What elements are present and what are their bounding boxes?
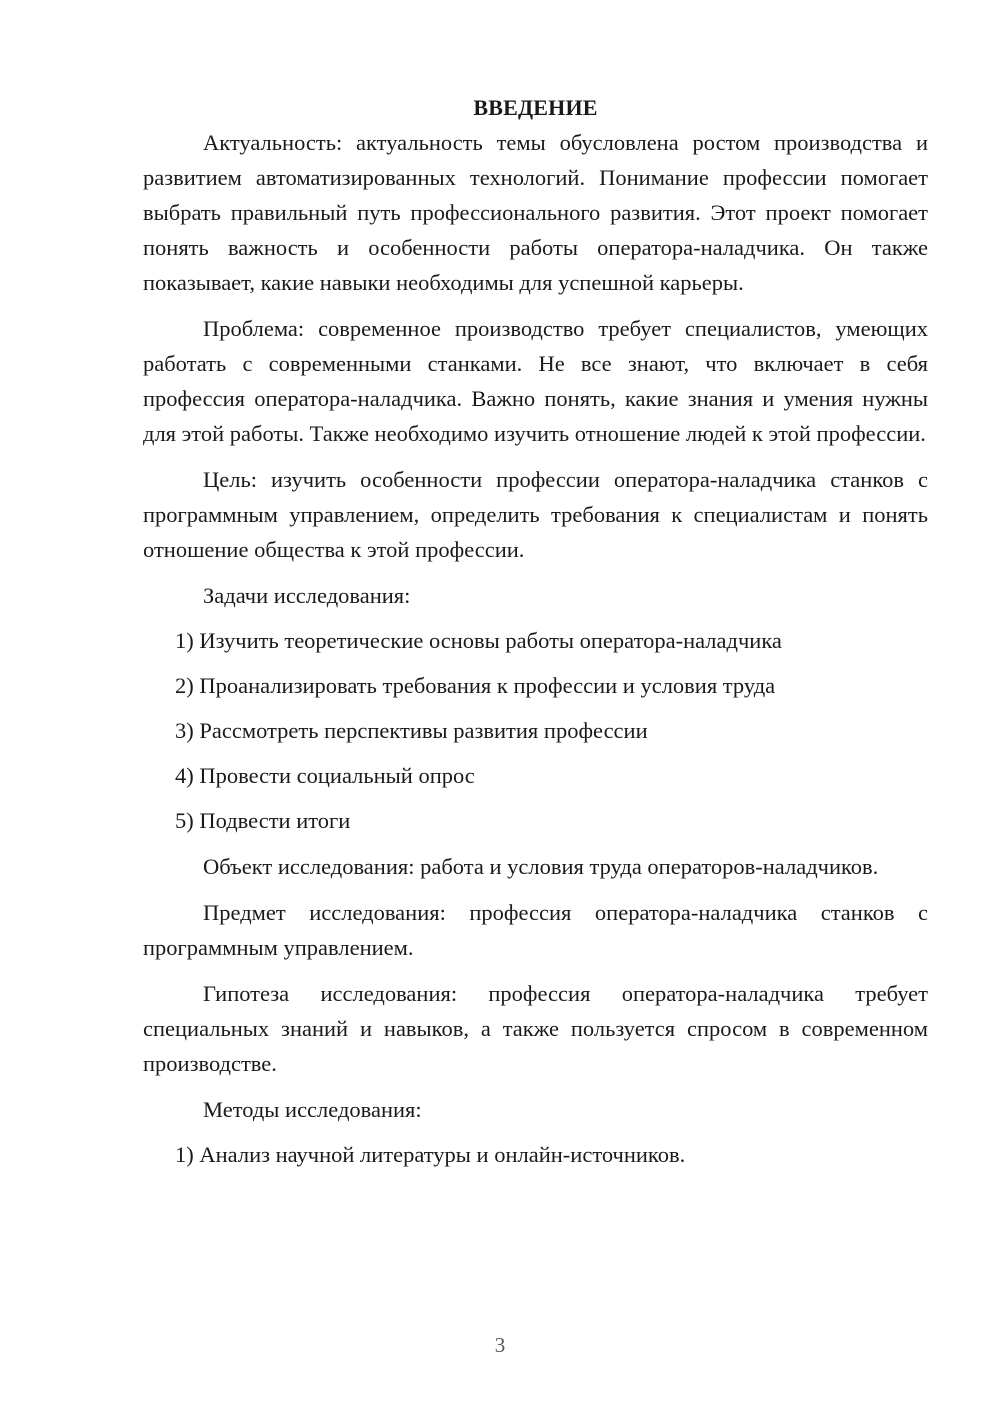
document-page [143, 90, 928, 1172]
subject-paragraph: Предмет исследования: профессия оператора-наладчика станков с программным управлением. [143, 900, 928, 960]
task-item: 2) Проанализировать требования к профессии и условия труда [175, 673, 776, 698]
task-item: 1) Изучить теоретические основы работы оператора-наладчика [175, 628, 782, 653]
methods-heading: Методы исследования: [203, 1097, 422, 1122]
hypothesis-paragraph: Гипотеза исследования: профессия оператора-наладчика требует специальных знаний и навыков, а также пользуется спросом в современном производстве. [143, 981, 928, 1076]
tasks-heading: Задачи исследования: [203, 583, 411, 608]
page-number: 3 [494, 1333, 506, 1357]
goal-paragraph: Цель: изучить особенности профессии оператора-наладчика станков с программным управлением, определить требования к специалистам и понять отношение общества к этой профессии. [143, 467, 928, 562]
task-item: 3) Рассмотреть перспективы развития профессии [175, 718, 648, 743]
task-item: 5) Подвести итоги [175, 808, 351, 833]
task-item: 4) Провести социальный опрос [175, 763, 475, 788]
relevance-paragraph: Актуальность: актуальность темы обусловлена ростом производства и развитием автоматизированных технологий. Понимание профессии помогает выбрать правильный путь профессионального развития. Этот проект помогает понять важность и особенности работы оператора-наладчика. Он также показывает, какие навыки необходимы для успешной карьеры. [143, 130, 928, 295]
problem-paragraph: Проблема: современное производство требует специалистов, умеющих работать с современными станками. Не все знают, что включает в себя профессия оператора-наладчика. Важно понять, какие знания и умения нужны для этой работы. Также необходимо изучить отношение людей к этой профессии. [143, 316, 928, 446]
object-paragraph: Объект исследования: работа и условия труда операторов-наладчиков. [203, 854, 879, 879]
section-title: ВВЕДЕНИЕ [473, 95, 598, 120]
method-item: 1) Анализ научной литературы и онлайн-источников. [175, 1142, 686, 1167]
